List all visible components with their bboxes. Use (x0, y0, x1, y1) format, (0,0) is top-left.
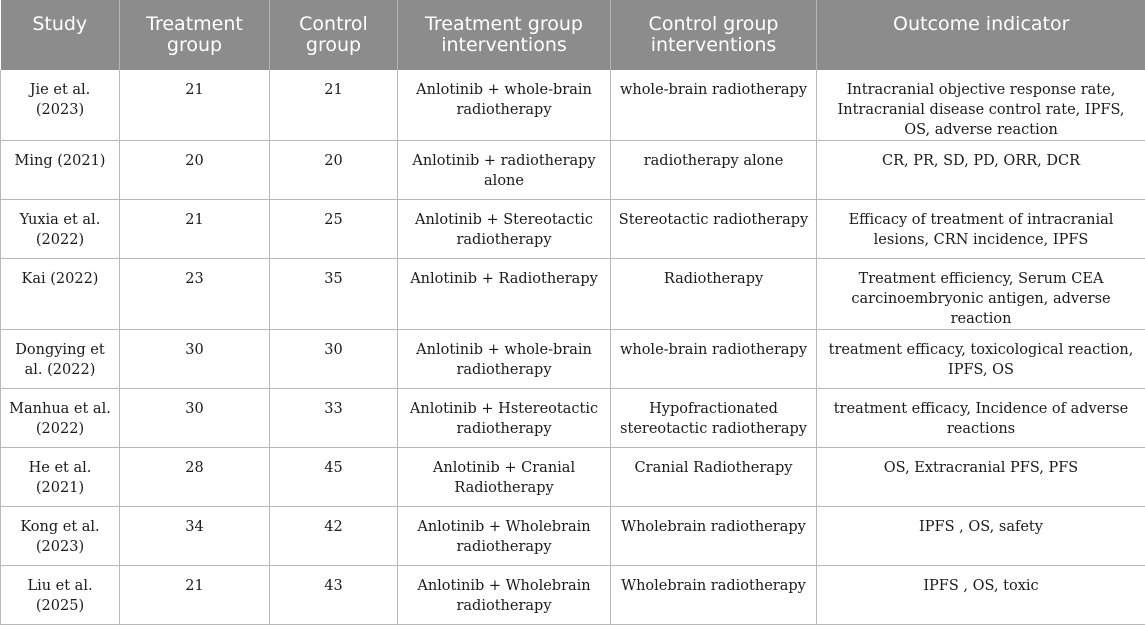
table-row (1, 70, 1145, 141)
cell-treatment-intervention: Anlotinib + Stereotactic radiotherapy (398, 200, 611, 259)
cell-study: Dongying et al. (2022) (1, 330, 120, 389)
header-control-interventions: Control group interventions (611, 0, 817, 70)
cell-control-intervention: whole-brain radiotherapy (611, 330, 817, 389)
cell-control-n: 45 (270, 448, 398, 507)
cell-treatment-intervention: Anlotinib + whole-brain radiotherapy (398, 70, 611, 141)
cell-control-n: 21 (270, 70, 398, 141)
cell-outcome: Treatment efficiency, Serum CEA carcinoembryonic antigen, adverse reaction (817, 259, 1145, 330)
cell-treatment-n: 28 (120, 448, 270, 507)
cell-treatment-n: 23 (120, 259, 270, 330)
cell-treatment-intervention: Anlotinib + Hstereotactic radiotherapy (398, 389, 611, 448)
cell-control-n: 43 (270, 566, 398, 625)
cell-control-intervention: Cranial Radiotherapy (611, 448, 817, 507)
cell-outcome: treatment efficacy, toxicological reaction, IPFS, OS (817, 330, 1145, 389)
cell-treatment-n: 30 (120, 330, 270, 389)
cell-control-intervention: radiotherapy alone (611, 141, 817, 200)
header-row (1, 0, 1145, 70)
cell-control-intervention: Stereotactic radiotherapy (611, 200, 817, 259)
cell-treatment-n: 30 (120, 389, 270, 448)
cell-outcome: IPFS , OS, safety (817, 507, 1145, 566)
cell-treatment-intervention: Anlotinib + Radiotherapy (398, 259, 611, 330)
cell-control-n: 42 (270, 507, 398, 566)
table-row (1, 448, 1145, 507)
table-row (1, 141, 1145, 200)
cell-outcome: Efficacy of treatment of intracranial lesions, CRN incidence, IPFS (817, 200, 1145, 259)
cell-control-n: 30 (270, 330, 398, 389)
cell-control-n: 35 (270, 259, 398, 330)
header-outcome-indicator: Outcome indicator (817, 0, 1145, 70)
cell-control-intervention: Wholebrain radiotherapy (611, 566, 817, 625)
cell-control-n: 33 (270, 389, 398, 448)
cell-outcome: OS, Extracranial PFS, PFS (817, 448, 1145, 507)
cell-control-intervention: Wholebrain radiotherapy (611, 507, 817, 566)
table-row (1, 330, 1145, 389)
header-treatment-group: Treatment group (120, 0, 270, 70)
table-row (1, 507, 1145, 566)
cell-study: He et al. (2021) (1, 448, 120, 507)
cell-treatment-n: 21 (120, 70, 270, 141)
cell-study: Kai (2022) (1, 259, 120, 330)
cell-study: Ming (2021) (1, 141, 120, 200)
table-row (1, 200, 1145, 259)
cell-study: Jie et al. (2023) (1, 70, 120, 141)
cell-treatment-n: 21 (120, 200, 270, 259)
cell-study: Yuxia et al. (2022) (1, 200, 120, 259)
cell-study: Liu et al. (2025) (1, 566, 120, 625)
header-treatment-interventions: Treatment group interventions (398, 0, 611, 70)
cell-outcome: IPFS , OS, toxic (817, 566, 1145, 625)
cell-treatment-intervention: Anlotinib + whole-brain radiotherapy (398, 330, 611, 389)
cell-control-n: 25 (270, 200, 398, 259)
table-row (1, 566, 1145, 625)
cell-outcome: CR, PR, SD, PD, ORR, DCR (817, 141, 1145, 200)
cell-control-n: 20 (270, 141, 398, 200)
cell-outcome: Intracranial objective response rate, Intracranial disease control rate, IPFS, OS, adverse reaction (817, 70, 1145, 141)
cell-control-intervention: whole-brain radiotherapy (611, 70, 817, 141)
cell-treatment-n: 34 (120, 507, 270, 566)
cell-treatment-intervention: Anlotinib + Wholebrain radiotherapy (398, 566, 611, 625)
table-row (1, 389, 1145, 448)
header-study: Study (1, 0, 120, 70)
header-control-group: Control group (270, 0, 398, 70)
cell-treatment-intervention: Anlotinib + radiotherapy alone (398, 141, 611, 200)
cell-study: Manhua et al. (2022) (1, 389, 120, 448)
cell-study: Kong et al. (2023) (1, 507, 120, 566)
cell-control-intervention: Radiotherapy (611, 259, 817, 330)
table-row (1, 259, 1145, 330)
cell-control-intervention: Hypofractionated stereotactic radiotherapy (611, 389, 817, 448)
cell-treatment-intervention: Anlotinib + Cranial Radiotherapy (398, 448, 611, 507)
cell-treatment-intervention: Anlotinib + Wholebrain radiotherapy (398, 507, 611, 566)
cell-treatment-n: 21 (120, 566, 270, 625)
cell-treatment-n: 20 (120, 141, 270, 200)
cell-outcome: treatment efficacy, Incidence of adverse reactions (817, 389, 1145, 448)
